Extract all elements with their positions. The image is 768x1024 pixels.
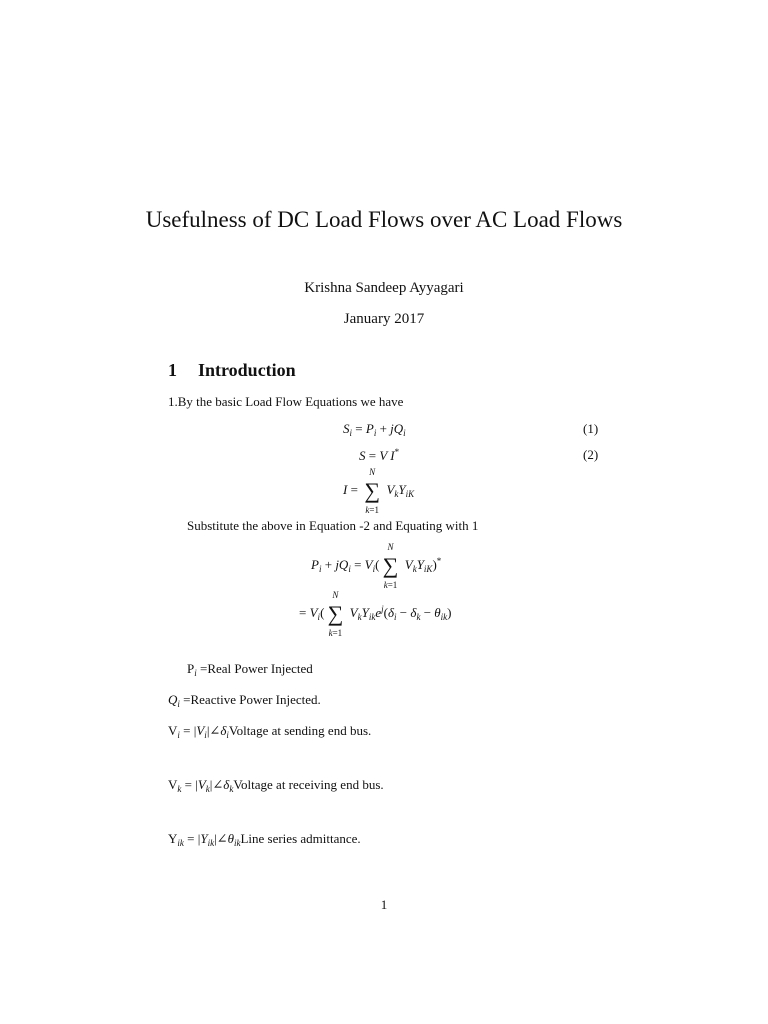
admittance-text: Line series admittance. [240, 831, 361, 846]
equation-current-sum: I = N ∑ k=1 $V_kY_{iK}$ [343, 467, 415, 515]
definition-admittance: $Y_{ik}$ = $|Y_{ik}|\angle\theta_{ik}Line$ series admittance. [168, 831, 361, 848]
paper-title: Usefulness of DC Load Flows over AC Load Flows [145, 207, 623, 232]
real-power-text: =Real Power Injected [196, 661, 313, 676]
summation-symbol: N ∑ k=1 [364, 467, 381, 515]
intro-paragraph: 1.By the basic Load Flow Equations we have [168, 394, 404, 409]
equation-number-2: (2) [583, 447, 599, 462]
definition-sending-voltage: $V_i$ = $|V_i|\angle\delta_iVoltage$ at sending end bus. [168, 723, 372, 740]
equation-number-1: (1) [583, 421, 599, 436]
definition-real-power: $P_i$ =Real Power Injected [187, 661, 313, 678]
equation-1: $S_i = P_i + jQ_i$ [343, 421, 406, 438]
reactive-power-text: =Reactive Power Injected. [179, 692, 321, 707]
section-number: 1 [168, 360, 177, 380]
substitute-paragraph: Substitute the above in Equation -2 and Equating with 1 [187, 518, 479, 533]
definition-receiving-voltage: $V_k$ = $|V_k|\angle\delta_kVoltage$ at receiving end bus. [168, 777, 384, 794]
paper-date: January 2017 [343, 311, 425, 327]
definition-reactive-power: $Q_i$ =Reactive Power Injected. [168, 692, 321, 709]
author-name: Krishna Sandeep Ayyagari [304, 280, 464, 296]
equation-power-2: = $V_i$( N ∑ k=1 $V_kY_{ik}e^j(\delta_i - \delta_k - \theta_{ik})$ [299, 590, 452, 638]
receiving-voltage-text: Voltage at receiving end bus. [233, 777, 384, 792]
summation-symbol: N ∑ k=1 [327, 590, 344, 638]
page-number: 1 [380, 897, 388, 912]
equation-2: S = V I* [359, 447, 400, 463]
summation-symbol: N ∑ k=1 [382, 542, 399, 590]
equation-power-1: $P_i + jQ_i = V_i$( N ∑ k=1 $V_kY_{iK})^*$ [311, 542, 442, 590]
section-title: Introduction [198, 360, 296, 380]
sending-voltage-text: Voltage at sending end bus. [228, 723, 372, 738]
